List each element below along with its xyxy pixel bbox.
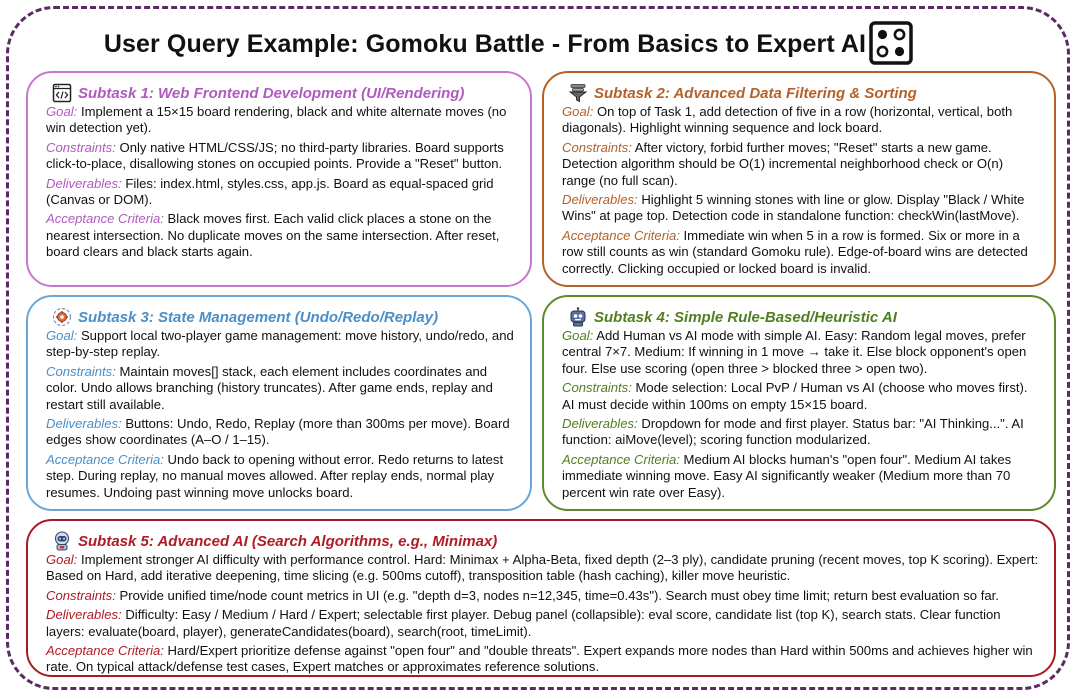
acceptance-label: Acceptance Criteria: <box>46 451 164 467</box>
page-title: User Query Example: Gomoku Battle - From Basics to Expert AI <box>103 30 867 58</box>
goal-label: Goal: <box>46 552 78 567</box>
goal-label: Goal: <box>46 328 78 343</box>
goal-text: Support local two-player game management: move history, undo/redo, and step-by-step replay. <box>46 328 514 360</box>
goal-text: Add Human vs AI mode with simple AI. Easy: Random legal moves, prefer central 7×7. Medium: If winning in 1 move → take it. Else block opponent's open four. Else use scoring (open three > blocked three > open two). <box>562 328 1027 376</box>
deliverables-text: Highlight 5 winning stones with line or glow. Display "Black / White Wins" at page top. Detection code in standalone function: checkWin(lastMove). <box>562 192 1025 224</box>
constraints-text: Mode selection: Local PvP / Human vs AI (choose who moves first). AI must decide within 100ms on empty 15×15 board. <box>562 380 1028 412</box>
subtask-card-4 <box>542 295 1056 511</box>
deliverables-label: Deliverables: <box>562 192 638 208</box>
deliverables-text: Buttons: Undo, Redo, Replay (more than 300ms per move). Board edges show coordinates (A–O / 1–15). <box>46 416 510 448</box>
goal-row <box>46 104 516 137</box>
acceptance-row <box>46 643 1040 676</box>
goal-label: Goal: <box>562 328 594 343</box>
goal-label: Goal: <box>46 104 78 119</box>
constraints-label: Constraints: <box>46 139 116 155</box>
acceptance-text: Immediate win when 5 in a row is formed. Six or more in a row still counts as win (standard Gomoku rule). Edge-of-board wins are detected correctly. Clicking occupied or locked board is invalid. <box>562 227 1028 276</box>
constraints-label: Constraints: <box>46 587 116 603</box>
goal-text: On top of Task 1, add detection of five in a row (horizontal, vertical, both diagonals). Highlight winning sequence and lock board. <box>562 104 1013 136</box>
dice-four-icon <box>868 20 914 66</box>
code-window-icon <box>52 83 72 103</box>
acceptance-label: Acceptance Criteria: <box>46 643 164 659</box>
subtask-title: Subtask 1: Web Frontend Development (UI/Rendering) <box>78 84 465 102</box>
deliverables-label: Deliverables: <box>46 416 122 432</box>
constraints-row <box>46 140 516 173</box>
goal-row <box>46 552 1040 585</box>
acceptance-row <box>562 452 1040 501</box>
subtask-card-3 <box>26 295 532 511</box>
constraints-row <box>46 364 516 413</box>
deliverables-text: Dropdown for mode and first player. Status bar: "AI Thinking...". AI function: aiMove(level); scoring function modularized. <box>562 416 1024 448</box>
deliverables-row <box>46 607 1040 640</box>
deliverables-label: Deliverables: <box>46 607 122 623</box>
deliverables-label: Deliverables: <box>46 175 122 191</box>
deliverables-text: Difficulty: Easy / Medium / Hard / Expert; selectable first player. Debug panel (collapsible): eval score, candidate list (top K), search stats. Clear function layers: evaluate(board, player), generateCandidates(board), search(root, timeLimit). <box>46 607 1001 639</box>
robot-icon <box>568 307 588 327</box>
acceptance-label: Acceptance Criteria: <box>562 227 680 243</box>
constraints-row <box>562 140 1040 189</box>
acceptance-text: Black moves first. Each valid click places a stone on the nearest intersection. No duplicate moves on the same intersection. After reset, board clears and black starts again. <box>46 211 500 260</box>
deliverables-row <box>562 192 1040 225</box>
goal-row <box>562 104 1040 137</box>
acceptance-row <box>562 228 1040 277</box>
subtask-title: Subtask 4: Simple Rule-Based/Heuristic AI <box>594 308 897 326</box>
acceptance-label: Acceptance Criteria: <box>562 451 680 467</box>
deliverables-label: Deliverables: <box>562 416 638 432</box>
subtask-title: Subtask 3: State Management (Undo/Redo/Replay) <box>78 308 439 326</box>
constraints-row <box>562 380 1040 413</box>
goal-label: Goal: <box>562 104 594 119</box>
acceptance-text: Hard/Expert prioritize defense against "open four" and "double threats". Expert expands more nodes than Hard within 500ms and achieves higher win rate. On typical attack/defense test cases, Expert matches or approximates reference solutions. <box>46 643 1033 675</box>
constraints-row <box>46 588 1040 604</box>
goal-row <box>562 328 1040 377</box>
subtask-card-2 <box>542 71 1056 287</box>
constraints-label: Constraints: <box>562 139 632 155</box>
deliverables-row <box>562 416 1040 449</box>
constraints-text: Only native HTML/CSS/JS; no third-party libraries. Board supports click-to-place, disallowing stones on occupied points. Provide a "Reset" button. <box>46 139 504 172</box>
constraints-label: Constraints: <box>562 380 632 396</box>
subtask-header <box>568 307 1040 327</box>
subtask-card-1 <box>26 71 532 287</box>
filter-funnel-icon <box>568 83 588 103</box>
deliverables-row <box>46 176 516 209</box>
acceptance-row <box>46 211 516 260</box>
deliverables-row <box>46 416 516 449</box>
acceptance-text: Undo back to opening without error. Redo returns to latest step. During replay, no manual moves allowed. After replay ends, normal play resumes. Undoing past winning move unlocks board. <box>46 451 504 500</box>
acceptance-row <box>46 452 516 501</box>
constraints-label: Constraints: <box>46 363 116 379</box>
subtask-header <box>52 307 516 327</box>
subtask-header <box>52 83 516 103</box>
goal-text: Implement a 15×15 board rendering, black and white alternate moves (no win detection yet). <box>46 104 507 136</box>
constraints-text: After victory, forbid further moves; "Reset" starts a new game. Detection algorithm should be O(1) incremental neighborhood check or O(n) range (no full scan). <box>562 139 1004 188</box>
acceptance-label: Acceptance Criteria: <box>46 211 164 227</box>
subtask-header <box>52 531 1040 551</box>
goal-row <box>46 328 516 361</box>
astronaut-robot-icon <box>52 531 72 551</box>
constraints-text: Provide unified time/node count metrics in UI (e.g. "depth d=3, nodes n=12,345, time=0.43s"). Search must obey time limit; return best evaluation so far. <box>119 587 999 603</box>
constraints-text: Maintain moves[] stack, each element includes coordinates and color. Undo allows branching (history truncates). After game ends, replay and restart still available. <box>46 363 493 412</box>
deliverables-text: Files: index.html, styles.css, app.js. Board as equal-spaced grid (Canvas or DOM). <box>46 175 494 208</box>
goal-text: Implement stronger AI difficulty with performance control. Hard: Minimax + Alpha-Beta, fixed depth (2–3 ply), candidate pruning (recent moves, top K scoring). Expert: Based on Hard, add iterative deepening, time slicing (e.g. 500ms cutoff), transposition table (hash caching), killer move heuristic. <box>46 552 1039 584</box>
subtask-card-5 <box>26 519 1056 677</box>
subtask-title: Subtask 2: Advanced Data Filtering & Sorting <box>594 84 917 102</box>
acceptance-text: Medium AI blocks human's "open four". Medium AI takes immediate winning move. Easy AI significantly weaker (Medium more than 70 percent win rate over Easy). <box>562 451 1012 500</box>
subtask-header <box>568 83 1040 103</box>
subtask-title: Subtask 5: Advanced AI (Search Algorithms, e.g., Minimax) <box>78 532 498 550</box>
gear-cycle-icon <box>52 307 72 327</box>
